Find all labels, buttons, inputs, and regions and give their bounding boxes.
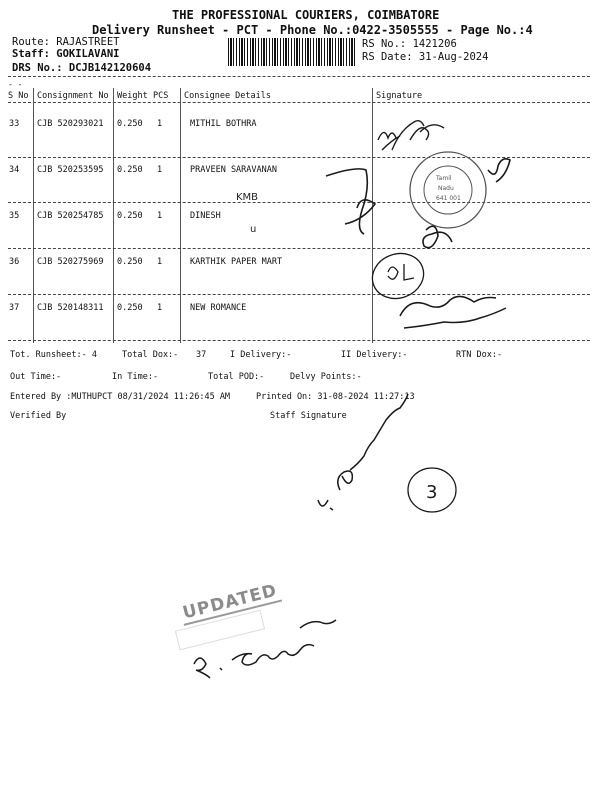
ii-delivery: II Delivery:- (341, 350, 408, 360)
signature-row-37 (400, 296, 506, 328)
signature-row-36 (366, 246, 430, 305)
total-pod: Total POD:- (208, 372, 265, 382)
row-divider (8, 248, 590, 249)
delvy-points: Delvy Points:- (290, 372, 362, 382)
row-consignment: CJB 520293021 (37, 119, 104, 129)
row-weight: 0.250 (117, 211, 143, 221)
row-divider (8, 202, 590, 203)
rule-header (8, 102, 590, 103)
verified-by: Verified By (10, 411, 67, 421)
row-consignee: MITHIL BOTHRA (190, 119, 257, 129)
signature-row-35 (423, 226, 452, 247)
row-divider (8, 340, 590, 341)
col-header-signature: Signature (376, 91, 423, 101)
row-pcs: 1 (157, 303, 163, 313)
entered-by: Entered By :MUTHUPCT 08/31/2024 11:26:45 AM (10, 392, 231, 402)
col-divider (113, 88, 114, 343)
row-sno: 37 (9, 303, 20, 313)
rs-number: RS No.: 1421206 (362, 38, 457, 50)
bank-seal (410, 152, 486, 228)
signature-row-33 (378, 121, 444, 150)
staff-name: Staff: GOKILAVANI (12, 48, 120, 60)
row-weight: 0.250 (117, 257, 143, 267)
rule-marker: - - (8, 80, 23, 89)
row-consignee: KARTHIK PAPER MART (190, 257, 283, 267)
col-header-pcs: PCS (153, 91, 169, 101)
signature-row-34 (326, 159, 510, 234)
out-time: Out Time:- (10, 372, 62, 382)
circled-number (408, 468, 456, 512)
svg-text:Tamil: Tamil (436, 175, 452, 182)
row-weight: 0.250 (117, 119, 143, 129)
row-consignment: CJB 520253595 (37, 165, 104, 175)
row-sno: 35 (9, 211, 20, 221)
row-weight: 0.250 (117, 303, 143, 313)
rtn-dox: RTN Dox:- (456, 350, 503, 360)
row-consignment: CJB 520275969 (37, 257, 104, 267)
updated-stamp: UPDATED (179, 580, 282, 626)
row-pcs: 1 (157, 119, 163, 129)
svg-text:641 001: 641 001 (436, 195, 461, 202)
runsheet-title: Delivery Runsheet - PCT - Phone No.:0422-3505555 - Page No.:4 (92, 23, 533, 37)
row-sno: 34 (9, 165, 20, 175)
row-consignment: CJB 520148311 (37, 303, 104, 313)
row-divider (8, 294, 590, 295)
col-divider (372, 88, 373, 343)
row-weight: 0.250 (117, 165, 143, 175)
col-header-weight: Weight (117, 91, 148, 101)
col-header-consignee: Consignee Details (184, 91, 271, 101)
row-divider (8, 157, 590, 158)
printed-on: Printed On: 31-08-2024 11:27:13 (256, 392, 415, 402)
circled-number-text: 3 (426, 482, 438, 503)
svg-text:Nadu: Nadu (438, 185, 454, 192)
row-consignee: NEW ROMANCE (190, 303, 247, 313)
row-pcs: 1 (157, 257, 163, 267)
total-dox-label: Total Dox:- (122, 350, 179, 360)
col-divider (33, 88, 34, 343)
tot-runsheet: Tot. Runsheet:- 4 (10, 350, 97, 360)
staff-signature-label: Staff Signature (270, 411, 347, 421)
handwriting-u: u (250, 224, 257, 235)
col-header-consignment: Consignment No (37, 91, 109, 101)
i-delivery: I Delivery:- (230, 350, 292, 360)
handwriting-kmb: KMB (236, 192, 259, 203)
row-consignment: CJB 520254785 (37, 211, 104, 221)
col-header-sno: S No (8, 91, 29, 101)
rs-date: RS Date: 31-Aug-2024 (362, 51, 489, 63)
barcode (228, 38, 356, 66)
route: Route: RAJASTREET (12, 36, 120, 48)
company-name: THE PROFESSIONAL COURIERS, COIMBATORE (172, 8, 440, 22)
row-pcs: 1 (157, 165, 163, 175)
row-consignee: DINESH (190, 211, 221, 221)
row-consignee: PRAVEEN SARAVANAN (190, 165, 277, 175)
in-time: In Time:- (112, 372, 159, 382)
total-dox-value: 37 (196, 350, 207, 360)
rule-top (8, 76, 590, 77)
row-sno: 33 (9, 119, 20, 129)
col-divider (180, 88, 181, 343)
row-pcs: 1 (157, 211, 163, 221)
drs-number: DRS No.: DCJB142120604 (12, 62, 152, 74)
row-sno: 36 (9, 257, 20, 267)
